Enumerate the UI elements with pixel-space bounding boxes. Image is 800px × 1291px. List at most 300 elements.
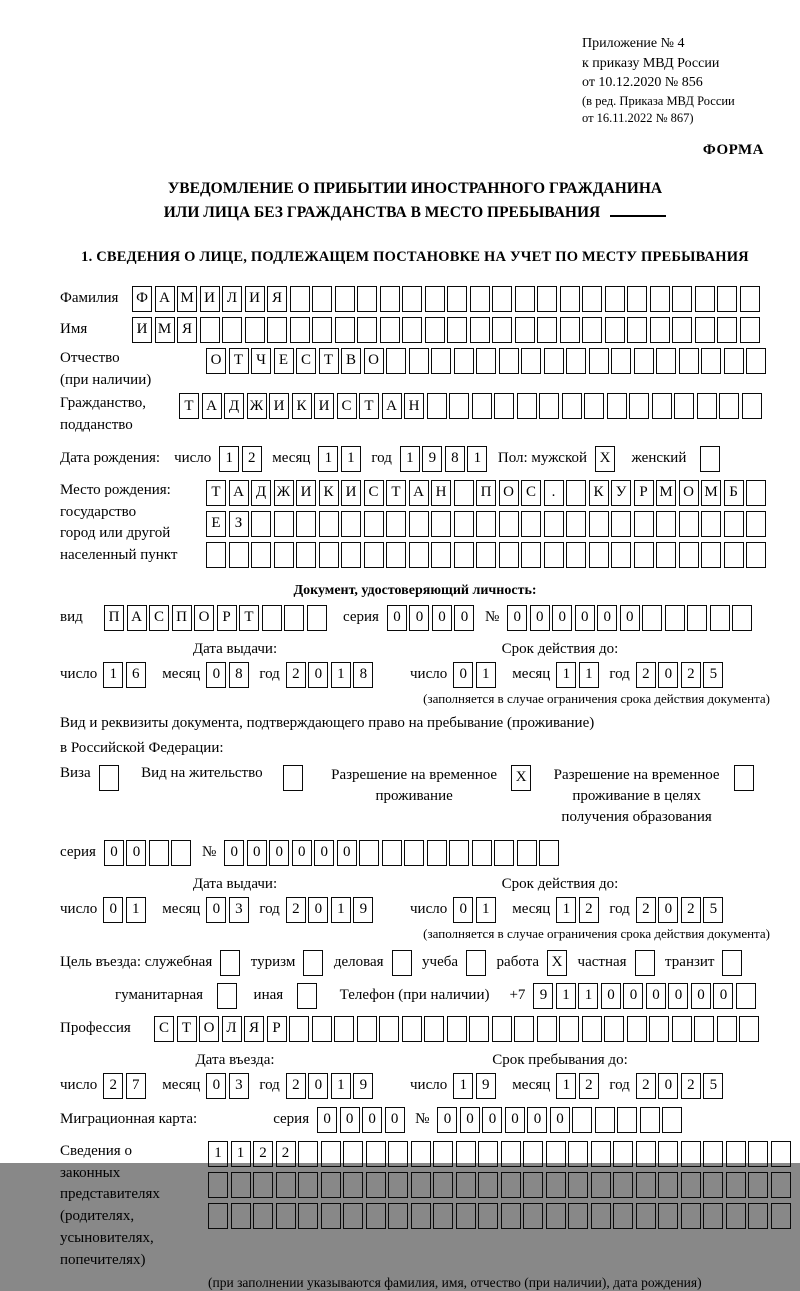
- char-box[interactable]: [456, 1203, 476, 1229]
- char-box[interactable]: [748, 1141, 768, 1167]
- char-box[interactable]: 6: [126, 662, 146, 688]
- resdoc-valid-month-boxes[interactable]: [556, 897, 601, 923]
- char-box[interactable]: [290, 317, 310, 343]
- char-box[interactable]: [559, 1016, 579, 1042]
- iddoc-valid-month-boxes[interactable]: [556, 662, 601, 688]
- char-box[interactable]: [695, 286, 715, 312]
- char-box[interactable]: [746, 480, 766, 506]
- char-box[interactable]: [251, 511, 271, 537]
- char-box[interactable]: Р: [217, 605, 237, 631]
- char-box[interactable]: [732, 605, 752, 631]
- char-box[interactable]: [382, 840, 402, 866]
- char-box[interactable]: [298, 1203, 318, 1229]
- char-box[interactable]: [771, 1203, 791, 1229]
- char-box[interactable]: [364, 542, 384, 568]
- char-box[interactable]: [605, 286, 625, 312]
- char-box[interactable]: [771, 1141, 791, 1167]
- char-box[interactable]: 9: [353, 897, 373, 923]
- surname-boxes[interactable]: [132, 286, 762, 312]
- char-box[interactable]: [640, 1107, 660, 1133]
- char-box[interactable]: [627, 317, 647, 343]
- char-box[interactable]: [537, 1016, 557, 1042]
- char-box[interactable]: [634, 348, 654, 374]
- legal-boxes-row1[interactable]: [208, 1141, 793, 1167]
- char-box[interactable]: [379, 1016, 399, 1042]
- char-box[interactable]: 0: [206, 897, 226, 923]
- char-box[interactable]: 9: [533, 983, 553, 1009]
- char-box[interactable]: [433, 1141, 453, 1167]
- char-box[interactable]: [566, 542, 586, 568]
- char-box[interactable]: П: [172, 605, 192, 631]
- char-box[interactable]: [476, 348, 496, 374]
- char-box[interactable]: [521, 511, 541, 537]
- char-box[interactable]: [694, 1016, 714, 1042]
- char-box[interactable]: [636, 1141, 656, 1167]
- char-box[interactable]: 0: [437, 1107, 457, 1133]
- char-box[interactable]: [717, 1016, 737, 1042]
- char-box[interactable]: [746, 348, 766, 374]
- char-box[interactable]: [726, 1172, 746, 1198]
- char-box[interactable]: [494, 393, 514, 419]
- stay-month-boxes[interactable]: [556, 1073, 601, 1099]
- char-box[interactable]: [662, 1107, 682, 1133]
- char-box[interactable]: Я: [177, 317, 197, 343]
- char-box[interactable]: [589, 348, 609, 374]
- char-box[interactable]: [636, 1172, 656, 1198]
- char-box[interactable]: [290, 286, 310, 312]
- char-box[interactable]: [343, 1172, 363, 1198]
- char-box[interactable]: 2: [681, 662, 701, 688]
- char-box[interactable]: 0: [646, 983, 666, 1009]
- char-box[interactable]: 0: [658, 897, 678, 923]
- char-box[interactable]: 0: [317, 1107, 337, 1133]
- char-box[interactable]: [658, 1141, 678, 1167]
- char-box[interactable]: 3: [229, 1073, 249, 1099]
- char-box[interactable]: 5: [703, 662, 723, 688]
- char-box[interactable]: [334, 1016, 354, 1042]
- char-box[interactable]: [652, 393, 672, 419]
- char-box[interactable]: 1: [126, 897, 146, 923]
- char-box[interactable]: [478, 1172, 498, 1198]
- char-box[interactable]: [217, 983, 237, 1009]
- char-box[interactable]: 2: [103, 1073, 123, 1099]
- char-box[interactable]: М: [701, 480, 721, 506]
- char-box[interactable]: М: [656, 480, 676, 506]
- birth-day-boxes[interactable]: [219, 446, 264, 472]
- char-box[interactable]: 0: [597, 605, 617, 631]
- char-box[interactable]: 0: [385, 1107, 405, 1133]
- char-box[interactable]: Д: [251, 480, 271, 506]
- char-box[interactable]: [582, 286, 602, 312]
- char-box[interactable]: И: [341, 480, 361, 506]
- char-box[interactable]: [366, 1203, 386, 1229]
- char-box[interactable]: [748, 1172, 768, 1198]
- char-box[interactable]: 0: [623, 983, 643, 1009]
- char-box[interactable]: [515, 317, 535, 343]
- char-box[interactable]: [679, 511, 699, 537]
- char-box[interactable]: 0: [454, 605, 474, 631]
- char-box[interactable]: [470, 317, 490, 343]
- char-box[interactable]: О: [206, 348, 226, 374]
- char-box[interactable]: [319, 542, 339, 568]
- char-box[interactable]: 8: [229, 662, 249, 688]
- char-box[interactable]: [562, 393, 582, 419]
- char-box[interactable]: [298, 1172, 318, 1198]
- char-box[interactable]: [613, 1203, 633, 1229]
- char-box[interactable]: [665, 605, 685, 631]
- char-box[interactable]: [523, 1141, 543, 1167]
- iddoc-number-boxes[interactable]: [507, 605, 755, 631]
- char-box[interactable]: [424, 1016, 444, 1042]
- birthplace-boxes-row3[interactable]: [206, 542, 769, 568]
- char-box[interactable]: 1: [556, 897, 576, 923]
- char-box[interactable]: 8: [353, 662, 373, 688]
- char-box[interactable]: [253, 1172, 273, 1198]
- char-box[interactable]: 0: [247, 840, 267, 866]
- char-box[interactable]: [478, 1203, 498, 1229]
- char-box[interactable]: [589, 542, 609, 568]
- char-box[interactable]: [454, 348, 474, 374]
- iddoc-series-boxes[interactable]: [387, 605, 477, 631]
- entry-day-boxes[interactable]: [103, 1073, 148, 1099]
- char-box[interactable]: 0: [292, 840, 312, 866]
- char-box[interactable]: [251, 542, 271, 568]
- char-box[interactable]: [388, 1172, 408, 1198]
- char-box[interactable]: 2: [242, 446, 262, 472]
- char-box[interactable]: [402, 1016, 422, 1042]
- char-box[interactable]: Ж: [247, 393, 267, 419]
- char-box[interactable]: К: [589, 480, 609, 506]
- char-box[interactable]: [674, 393, 694, 419]
- char-box[interactable]: [431, 511, 451, 537]
- purpose-other-checkbox[interactable]: [297, 983, 320, 1009]
- char-box[interactable]: 0: [460, 1107, 480, 1133]
- char-box[interactable]: [392, 950, 412, 976]
- char-box[interactable]: [515, 286, 535, 312]
- char-box[interactable]: [736, 983, 756, 1009]
- char-box[interactable]: [681, 1203, 701, 1229]
- char-box[interactable]: Т: [206, 480, 226, 506]
- char-box[interactable]: О: [199, 1016, 219, 1042]
- char-box[interactable]: 2: [286, 897, 306, 923]
- char-box[interactable]: [478, 1141, 498, 1167]
- char-box[interactable]: 1: [231, 1141, 251, 1167]
- legal-boxes-row3[interactable]: [208, 1203, 793, 1229]
- char-box[interactable]: [321, 1203, 341, 1229]
- char-box[interactable]: 2: [681, 1073, 701, 1099]
- char-box[interactable]: [724, 542, 744, 568]
- char-box[interactable]: [409, 542, 429, 568]
- char-box[interactable]: 5: [703, 1073, 723, 1099]
- char-box[interactable]: И: [200, 286, 220, 312]
- char-box[interactable]: 1: [219, 446, 239, 472]
- char-box[interactable]: [231, 1172, 251, 1198]
- char-box[interactable]: [501, 1141, 521, 1167]
- char-box[interactable]: [634, 511, 654, 537]
- char-box[interactable]: 1: [467, 446, 487, 472]
- visa-checkbox[interactable]: [99, 765, 122, 791]
- char-box[interactable]: Ж: [274, 480, 294, 506]
- char-box[interactable]: [99, 765, 119, 791]
- phone-boxes[interactable]: [533, 983, 758, 1009]
- char-box[interactable]: 0: [269, 840, 289, 866]
- char-box[interactable]: [501, 1172, 521, 1198]
- char-box[interactable]: [656, 542, 676, 568]
- char-box[interactable]: 1: [453, 1073, 473, 1099]
- char-box[interactable]: [634, 542, 654, 568]
- iddoc-issue-day-boxes[interactable]: [103, 662, 148, 688]
- char-box[interactable]: 0: [575, 605, 595, 631]
- char-box[interactable]: 0: [453, 662, 473, 688]
- char-box[interactable]: [591, 1172, 611, 1198]
- char-box[interactable]: [681, 1172, 701, 1198]
- char-box[interactable]: Ф: [132, 286, 152, 312]
- char-box[interactable]: Т: [319, 348, 339, 374]
- residence-permit-checkbox[interactable]: [283, 765, 306, 791]
- char-box[interactable]: [679, 542, 699, 568]
- char-box[interactable]: [717, 286, 737, 312]
- char-box[interactable]: [296, 511, 316, 537]
- char-box[interactable]: И: [296, 480, 316, 506]
- sex-male-checkbox[interactable]: [595, 446, 618, 472]
- char-box[interactable]: [335, 286, 355, 312]
- rvp-checkbox[interactable]: [511, 765, 534, 791]
- char-box[interactable]: [539, 393, 559, 419]
- char-box[interactable]: .: [544, 480, 564, 506]
- resdoc-valid-day-boxes[interactable]: [453, 897, 498, 923]
- char-box[interactable]: [672, 286, 692, 312]
- char-box[interactable]: [470, 286, 490, 312]
- char-box[interactable]: 7: [126, 1073, 146, 1099]
- char-box[interactable]: А: [409, 480, 429, 506]
- char-box[interactable]: 0: [668, 983, 688, 1009]
- char-box[interactable]: И: [314, 393, 334, 419]
- char-box[interactable]: И: [132, 317, 152, 343]
- char-box[interactable]: О: [194, 605, 214, 631]
- char-box[interactable]: [431, 542, 451, 568]
- char-box[interactable]: 0: [527, 1107, 547, 1133]
- char-box[interactable]: [431, 348, 451, 374]
- char-box[interactable]: 1: [400, 446, 420, 472]
- char-box[interactable]: [703, 1172, 723, 1198]
- char-box[interactable]: [229, 542, 249, 568]
- char-box[interactable]: 1: [476, 662, 496, 688]
- char-box[interactable]: [472, 840, 492, 866]
- char-box[interactable]: [409, 348, 429, 374]
- char-box[interactable]: 0: [362, 1107, 382, 1133]
- purpose-humanitarian-checkbox[interactable]: [217, 983, 240, 1009]
- char-box[interactable]: [672, 317, 692, 343]
- char-box[interactable]: Е: [206, 511, 226, 537]
- char-box[interactable]: [544, 542, 564, 568]
- char-box[interactable]: 8: [445, 446, 465, 472]
- purpose-business-checkbox[interactable]: [392, 950, 415, 976]
- char-box[interactable]: [427, 840, 447, 866]
- char-box[interactable]: И: [245, 286, 265, 312]
- char-box[interactable]: [449, 393, 469, 419]
- char-box[interactable]: [296, 542, 316, 568]
- char-box[interactable]: [312, 317, 332, 343]
- char-box[interactable]: 0: [530, 605, 550, 631]
- char-box[interactable]: [572, 1107, 592, 1133]
- char-box[interactable]: [366, 1172, 386, 1198]
- char-box[interactable]: [454, 480, 474, 506]
- char-box[interactable]: [679, 348, 699, 374]
- char-box[interactable]: [357, 286, 377, 312]
- char-box[interactable]: [276, 1203, 296, 1229]
- char-box[interactable]: 2: [253, 1141, 273, 1167]
- char-box[interactable]: [582, 1016, 602, 1042]
- char-box[interactable]: [607, 393, 627, 419]
- char-box[interactable]: [517, 840, 537, 866]
- char-box[interactable]: [469, 1016, 489, 1042]
- char-box[interactable]: С: [149, 605, 169, 631]
- resdoc-issue-day-boxes[interactable]: [103, 897, 148, 923]
- char-box[interactable]: А: [382, 393, 402, 419]
- char-box[interactable]: [627, 286, 647, 312]
- char-box[interactable]: [605, 317, 625, 343]
- char-box[interactable]: Т: [386, 480, 406, 506]
- char-box[interactable]: [746, 511, 766, 537]
- char-box[interactable]: [388, 1203, 408, 1229]
- char-box[interactable]: [746, 542, 766, 568]
- char-box[interactable]: [409, 511, 429, 537]
- char-box[interactable]: [568, 1172, 588, 1198]
- char-box[interactable]: [656, 348, 676, 374]
- char-box[interactable]: 0: [658, 662, 678, 688]
- char-box[interactable]: 0: [713, 983, 733, 1009]
- char-box[interactable]: 1: [318, 446, 338, 472]
- char-box[interactable]: С: [296, 348, 316, 374]
- char-box[interactable]: [149, 840, 169, 866]
- char-box[interactable]: 2: [286, 662, 306, 688]
- char-box[interactable]: X: [595, 446, 615, 472]
- birth-month-boxes[interactable]: [318, 446, 363, 472]
- char-box[interactable]: [411, 1141, 431, 1167]
- char-box[interactable]: [611, 348, 631, 374]
- char-box[interactable]: [672, 1016, 692, 1042]
- char-box[interactable]: [341, 542, 361, 568]
- char-box[interactable]: [499, 511, 519, 537]
- char-box[interactable]: [514, 1016, 534, 1042]
- char-box[interactable]: 9: [353, 1073, 373, 1099]
- char-box[interactable]: [544, 511, 564, 537]
- char-box[interactable]: Р: [634, 480, 654, 506]
- char-box[interactable]: 0: [308, 662, 328, 688]
- char-box[interactable]: [613, 1141, 633, 1167]
- char-box[interactable]: [546, 1172, 566, 1198]
- char-box[interactable]: 1: [579, 662, 599, 688]
- char-box[interactable]: [447, 286, 467, 312]
- char-box[interactable]: [649, 1016, 669, 1042]
- iddoc-issue-month-boxes[interactable]: [206, 662, 251, 688]
- char-box[interactable]: [499, 348, 519, 374]
- char-box[interactable]: 0: [691, 983, 711, 1009]
- char-box[interactable]: 0: [601, 983, 621, 1009]
- stay-day-boxes[interactable]: [453, 1073, 498, 1099]
- char-box[interactable]: [717, 317, 737, 343]
- char-box[interactable]: [584, 393, 604, 419]
- char-box[interactable]: [739, 1016, 759, 1042]
- char-box[interactable]: Д: [224, 393, 244, 419]
- char-box[interactable]: [386, 511, 406, 537]
- char-box[interactable]: 9: [422, 446, 442, 472]
- char-box[interactable]: [343, 1203, 363, 1229]
- char-box[interactable]: 0: [206, 662, 226, 688]
- char-box[interactable]: [636, 1203, 656, 1229]
- char-box[interactable]: З: [229, 511, 249, 537]
- char-box[interactable]: [650, 286, 670, 312]
- char-box[interactable]: [700, 446, 720, 472]
- char-box[interactable]: [231, 1203, 251, 1229]
- char-box[interactable]: [658, 1203, 678, 1229]
- char-box[interactable]: X: [511, 765, 531, 791]
- char-box[interactable]: [566, 480, 586, 506]
- char-box[interactable]: 1: [556, 1073, 576, 1099]
- char-box[interactable]: 1: [556, 662, 576, 688]
- char-box[interactable]: [274, 542, 294, 568]
- char-box[interactable]: [262, 605, 282, 631]
- char-box[interactable]: П: [476, 480, 496, 506]
- char-box[interactable]: 1: [103, 662, 123, 688]
- char-box[interactable]: [307, 605, 327, 631]
- char-box[interactable]: [701, 542, 721, 568]
- char-box[interactable]: X: [547, 950, 567, 976]
- char-box[interactable]: [742, 393, 762, 419]
- char-box[interactable]: [380, 317, 400, 343]
- char-box[interactable]: [499, 542, 519, 568]
- char-box[interactable]: [703, 1141, 723, 1167]
- char-box[interactable]: [380, 286, 400, 312]
- char-box[interactable]: [283, 765, 303, 791]
- char-box[interactable]: [456, 1172, 476, 1198]
- char-box[interactable]: [546, 1203, 566, 1229]
- char-box[interactable]: [501, 1203, 521, 1229]
- resdoc-valid-year-boxes[interactable]: [636, 897, 726, 923]
- char-box[interactable]: [425, 286, 445, 312]
- char-box[interactable]: [523, 1172, 543, 1198]
- entry-month-boxes[interactable]: [206, 1073, 251, 1099]
- char-box[interactable]: 0: [409, 605, 429, 631]
- char-box[interactable]: [591, 1203, 611, 1229]
- char-box[interactable]: [492, 286, 512, 312]
- char-box[interactable]: [245, 317, 265, 343]
- char-box[interactable]: [701, 348, 721, 374]
- char-box[interactable]: 0: [126, 840, 146, 866]
- resdoc-issue-year-boxes[interactable]: [286, 897, 376, 923]
- purpose-study-checkbox[interactable]: [466, 950, 489, 976]
- char-box[interactable]: Ч: [251, 348, 271, 374]
- char-box[interactable]: 0: [224, 840, 244, 866]
- char-box[interactable]: С: [154, 1016, 174, 1042]
- citizenship-boxes[interactable]: [179, 393, 764, 419]
- char-box[interactable]: [433, 1172, 453, 1198]
- char-box[interactable]: 0: [314, 840, 334, 866]
- char-box[interactable]: Н: [431, 480, 451, 506]
- char-box[interactable]: 1: [208, 1141, 228, 1167]
- char-box[interactable]: [447, 1016, 467, 1042]
- char-box[interactable]: [568, 1203, 588, 1229]
- char-box[interactable]: 0: [104, 840, 124, 866]
- char-box[interactable]: 1: [331, 1073, 351, 1099]
- char-box[interactable]: [433, 1203, 453, 1229]
- char-box[interactable]: 0: [620, 605, 640, 631]
- char-box[interactable]: [546, 1141, 566, 1167]
- birthplace-boxes-row2[interactable]: [206, 511, 769, 537]
- char-box[interactable]: [521, 542, 541, 568]
- char-box[interactable]: [274, 511, 294, 537]
- char-box[interactable]: [595, 1107, 615, 1133]
